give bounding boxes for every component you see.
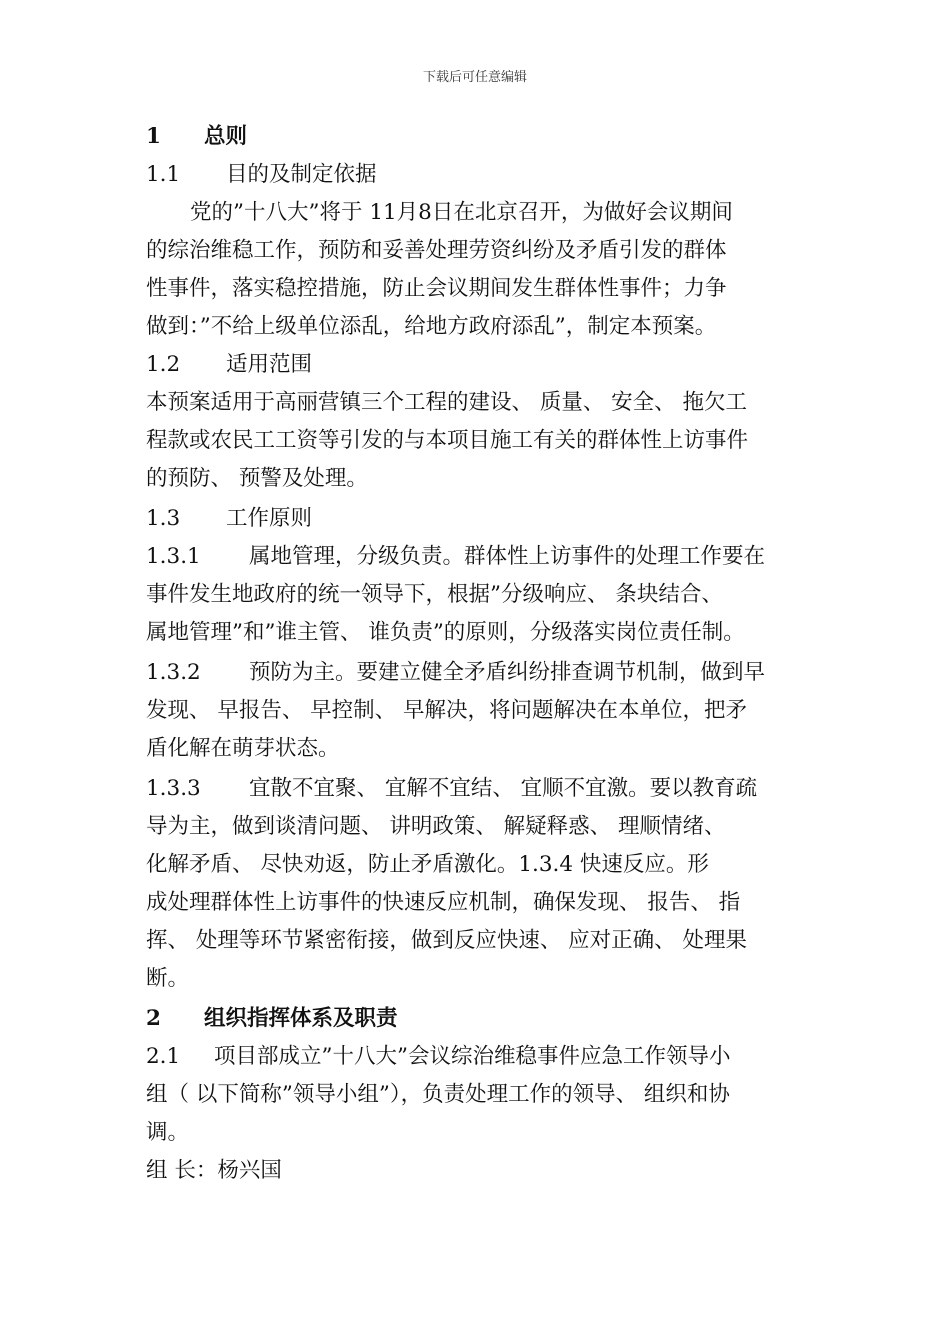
clause-text: 宜散不宜聚、 宜解不宜结、 宜顺不宜激。要以教育疏: [249, 776, 758, 801]
section-heading: [146, 124, 247, 150]
subsection-heading: [146, 162, 377, 188]
clause-text: 属地管理，分级负责。群体性上访事件的处理工作要在: [249, 544, 766, 569]
paragraph-line: 调。: [146, 1120, 190, 1145]
paragraph-line: 程款或农民工工资等引发的与本项目施工有关的群体性上访事件: [146, 428, 749, 453]
clause-line: [146, 1044, 731, 1070]
section-number: 1: [146, 124, 161, 149]
paragraph-line: 本预案适用于高丽营镇三个工程的建设、 质量、 安全、 拖欠工: [146, 390, 748, 415]
subsection-number: 1.2: [146, 352, 181, 377]
paragraph-line: 导为主，做到谈清问题、 讲明政策、 解疑释惑、 理顺情绪、: [146, 814, 726, 839]
paragraph-line: 组 长：杨兴国: [146, 1158, 282, 1183]
subsection-heading: [146, 352, 312, 378]
paragraph-line: 化解矛盾、 尽快劝返，防止矛盾激化。1.3.4 快速反应。形: [146, 852, 709, 877]
clause-line: [146, 544, 765, 570]
paragraph-line: 组（ 以下简称”领导小组”），负责处理工作的领导、 组织和协: [146, 1082, 730, 1107]
clause-number: 1.3.1: [146, 544, 201, 569]
paragraph-line: 盾化解在萌芽状态。: [146, 736, 340, 761]
paragraph-line: 做到：”不给上级单位添乱，给地方政府添乱”，制定本预案。: [146, 314, 717, 339]
clause-text: 项目部成立”十八大”会议综治维稳事件应急工作领导小: [214, 1044, 731, 1069]
paragraph-line: 事件发生地政府的统一领导下，根据”分级响应、 条块结合、: [146, 582, 723, 607]
paragraph-line: 的综治维稳工作，预防和妥善处理劳资纠纷及矛盾引发的群体: [146, 238, 727, 263]
clause-number: 2.1: [146, 1044, 181, 1069]
subsection-title: 目的及制定依据: [226, 162, 377, 187]
clause-number: 1.3.2: [146, 660, 201, 685]
paragraph-line: 性事件，落实稳控措施，防止会议期间发生群体性事件；力争: [146, 276, 727, 301]
clause-line: [146, 660, 765, 686]
page-header: 下载后可任意编辑: [422, 70, 527, 85]
paragraph-line: 的预防、 预警及处理。: [146, 466, 368, 491]
subsection-title: 工作原则: [226, 506, 313, 531]
section-heading: [146, 1006, 398, 1032]
paragraph-line: 属地管理”和”谁主管、 谁负责”的原则，分级落实岗位责任制。: [146, 620, 745, 645]
clause-line: [146, 776, 757, 802]
paragraph-line: 成处理群体性上访事件的快速反应机制，确保发现、 报告、 指: [146, 890, 741, 915]
paragraph-line: 挥、 处理等环节紧密衔接，做到反应快速、 应对正确、 处理果: [146, 928, 748, 953]
section-title: 组织指挥体系及职责: [204, 1006, 398, 1031]
section-number: 2: [146, 1006, 161, 1031]
subsection-heading: [146, 506, 312, 532]
subsection-title: 适用范围: [226, 352, 313, 377]
paragraph-line: 断。: [146, 966, 190, 991]
subsection-number: 1.1: [146, 162, 181, 187]
section-title: 总则: [204, 124, 248, 149]
clause-text: 预防为主。要建立健全矛盾纠纷排查调节机制，做到早: [249, 660, 766, 685]
paragraph-line: 党的”十八大”将于 11月8日在北京召开，为做好会议期间: [190, 200, 733, 225]
subsection-number: 1.3: [146, 506, 181, 531]
clause-number: 1.3.3: [146, 776, 201, 801]
paragraph-line: 发现、 早报告、 早控制、 早解决，将问题解决在本单位，把矛: [146, 698, 748, 723]
